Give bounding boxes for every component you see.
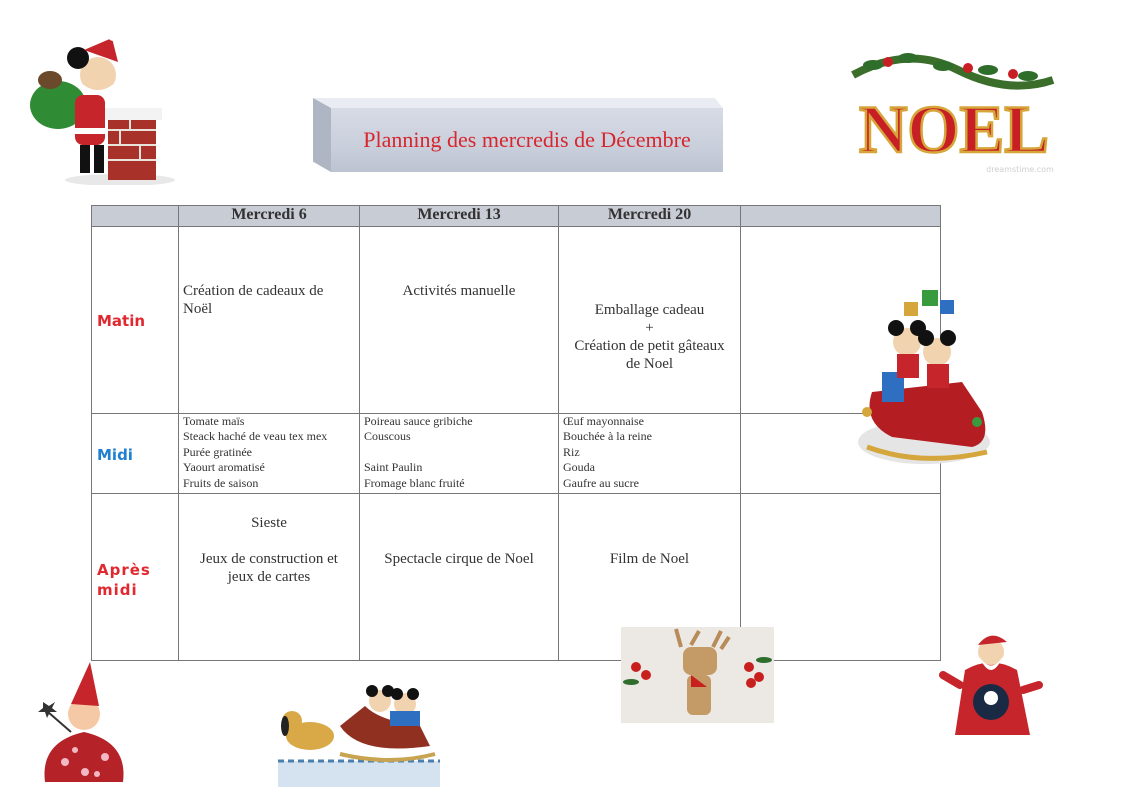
- menu-item: Gaufre au sucre: [563, 475, 639, 490]
- header-mercredi-6: Mercredi 6: [179, 206, 360, 227]
- mickey-minnie-sleigh-image: [852, 272, 994, 468]
- activity-text: Spectacle cirque de Noel: [384, 551, 534, 567]
- activity-line: Emballage cadeau: [594, 302, 705, 318]
- activity-text: Activités manuelle: [402, 283, 516, 299]
- activity-text: Film de Noel: [609, 551, 690, 567]
- row-label-midi: Midi: [97, 446, 133, 464]
- menu-item: Purée gratinée: [183, 444, 252, 459]
- activity-text: Création de cadeaux de Noël: [183, 283, 324, 317]
- header-empty: [741, 206, 941, 227]
- cell-midi-mer13: [360, 414, 559, 494]
- menu-item: Yaourt aromatisé: [183, 460, 265, 475]
- cell-matin-mer13: [360, 227, 559, 414]
- row-label-cell: [92, 494, 179, 661]
- menu-item: Fromage blanc fruité: [364, 475, 465, 490]
- header-mercredi-13: Mercredi 13: [360, 206, 559, 227]
- cell-apm-mer6: [179, 494, 360, 661]
- menu-item: Bouchée à la reine: [563, 429, 652, 444]
- mickey-santa-chimney-image: [20, 20, 175, 185]
- row-label-matin: Matin: [97, 312, 146, 330]
- row-apres-midi: [92, 494, 941, 661]
- noel-sign-text: NOEL: [859, 91, 1049, 167]
- row-label-cell: [92, 227, 179, 414]
- cell-matin-mer6: [179, 227, 360, 414]
- row-midi: [92, 414, 941, 494]
- row-label-cell: [92, 414, 179, 494]
- activity-line: de Noel: [625, 356, 674, 372]
- santa-snowglobe-image: [935, 630, 1047, 740]
- christmas-girl-figurine-image: [35, 662, 133, 790]
- activity-line: +: [645, 320, 654, 336]
- activity-line: Sieste: [251, 515, 287, 531]
- menu-item: Œuf mayonnaise: [563, 414, 644, 428]
- menu-item: Fruits de saison: [183, 475, 259, 490]
- title-banner: [313, 98, 723, 172]
- page-title: Planning des mercredis de Décembre: [363, 127, 691, 152]
- menu-item: Tomate maïs: [183, 414, 245, 428]
- row-label-midi2: midi: [97, 581, 138, 599]
- row-label-apres: Après: [97, 561, 151, 579]
- noel-watermark: dreamstime.com: [986, 165, 1054, 174]
- cell-midi-mer20: [559, 414, 741, 494]
- header-corner: [92, 206, 179, 227]
- menu-item: [364, 445, 558, 460]
- cell-matin-mer20: [559, 227, 741, 414]
- header-mercredi-20: Mercredi 20: [559, 206, 741, 227]
- menu-item: Riz: [563, 444, 580, 459]
- cork-reindeer-image: [621, 627, 774, 723]
- activity-line: Création de petit gâteaux: [574, 338, 725, 354]
- noel-sign-image: [848, 40, 1060, 175]
- row-matin: [92, 227, 941, 414]
- menu-item: Gouda: [563, 460, 595, 475]
- cell-apm-mer13: [360, 494, 559, 661]
- header-row: [92, 206, 941, 227]
- menu-item: Saint Paulin: [364, 460, 423, 475]
- pluto-sleigh-figurine-image: [270, 666, 448, 790]
- menu-item: Poireau sauce gribiche: [364, 414, 473, 428]
- cell-midi-mer6: [179, 414, 360, 494]
- menu-item: Steack haché de veau tex mex: [183, 429, 328, 444]
- activity-line: Jeux de construction et: [200, 551, 338, 567]
- activity-line: jeux de cartes: [227, 569, 311, 585]
- schedule-table: [91, 205, 941, 661]
- menu-item: Couscous: [364, 429, 411, 444]
